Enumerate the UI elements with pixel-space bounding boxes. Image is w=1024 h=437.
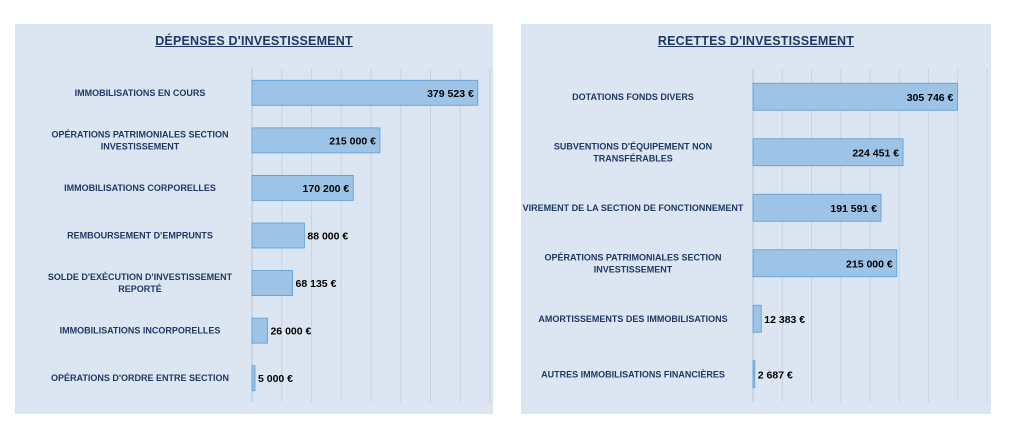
- tick-label: IMMOBILISATIONS INCORPORELLES: [59, 325, 221, 336]
- chart-panel-depenses: [15, 24, 493, 414]
- tick-label: SOLDE D'EXÉCUTION D'INVESTISSEMENT REPORTÉ: [47, 272, 233, 295]
- data-label: 5 000 €: [257, 373, 294, 386]
- tick-label: DOTATIONS FONDS DIVERS: [572, 91, 694, 102]
- tick-label: AMORTISSEMENTS DES IMMOBILISATIONS: [538, 313, 728, 324]
- data-label: 26 000 €: [270, 325, 312, 338]
- chart-title: DÉPENSES D'INVESTISSEMENT: [155, 34, 353, 48]
- tick-label: SUBVENTIONS D'ÉQUIPEMENT NON TRANSFÉRABLES: [553, 141, 713, 164]
- bar: [252, 223, 304, 248]
- bar: [252, 366, 255, 391]
- bar: [753, 361, 755, 388]
- tick-label: AUTRES IMMOBILISATIONS FINANCIÈRES: [541, 369, 725, 380]
- data-label: 88 000 €: [307, 230, 349, 243]
- bar: [252, 318, 267, 343]
- data-label: 379 523 €: [427, 87, 474, 100]
- tick-label: IMMOBILISATIONS CORPORELLES: [64, 182, 216, 193]
- chart-panel-recettes: [521, 24, 991, 414]
- data-label: 305 746 €: [906, 91, 954, 104]
- data-label: 68 135 €: [295, 278, 337, 291]
- data-label: 2 687 €: [757, 369, 793, 382]
- data-label: 215 000 €: [329, 135, 376, 148]
- tick-label: IMMOBILISATIONS EN COURS: [74, 87, 206, 98]
- chart-title: RECETTES D'INVESTISSEMENT: [657, 34, 855, 48]
- tick-label: OPÉRATIONS PATRIMONIALES SECTION INVESTISSEMENT: [544, 252, 722, 275]
- data-label: 191 591 €: [830, 202, 878, 215]
- data-label: 12 383 €: [764, 313, 806, 326]
- chart-depenses: [15, 24, 493, 414]
- data-label: 215 000 €: [846, 258, 893, 271]
- bar: [252, 271, 293, 296]
- tick-label: OPÉRATIONS D'ORDRE ENTRE SECTION: [51, 373, 229, 384]
- chart-recettes: [521, 24, 991, 414]
- tick-label: REMBOURSEMENT D'EMPRUNTS: [67, 230, 213, 241]
- data-label: 224 451 €: [852, 147, 900, 160]
- tick-label: OPÉRATIONS PATRIMONIALES SECTION INVESTISSEMENT: [51, 129, 229, 152]
- data-label: 170 200 €: [302, 182, 350, 195]
- tick-label: VIREMENT DE LA SECTION DE FONCTIONNEMENT: [522, 202, 744, 213]
- bar: [753, 305, 761, 332]
